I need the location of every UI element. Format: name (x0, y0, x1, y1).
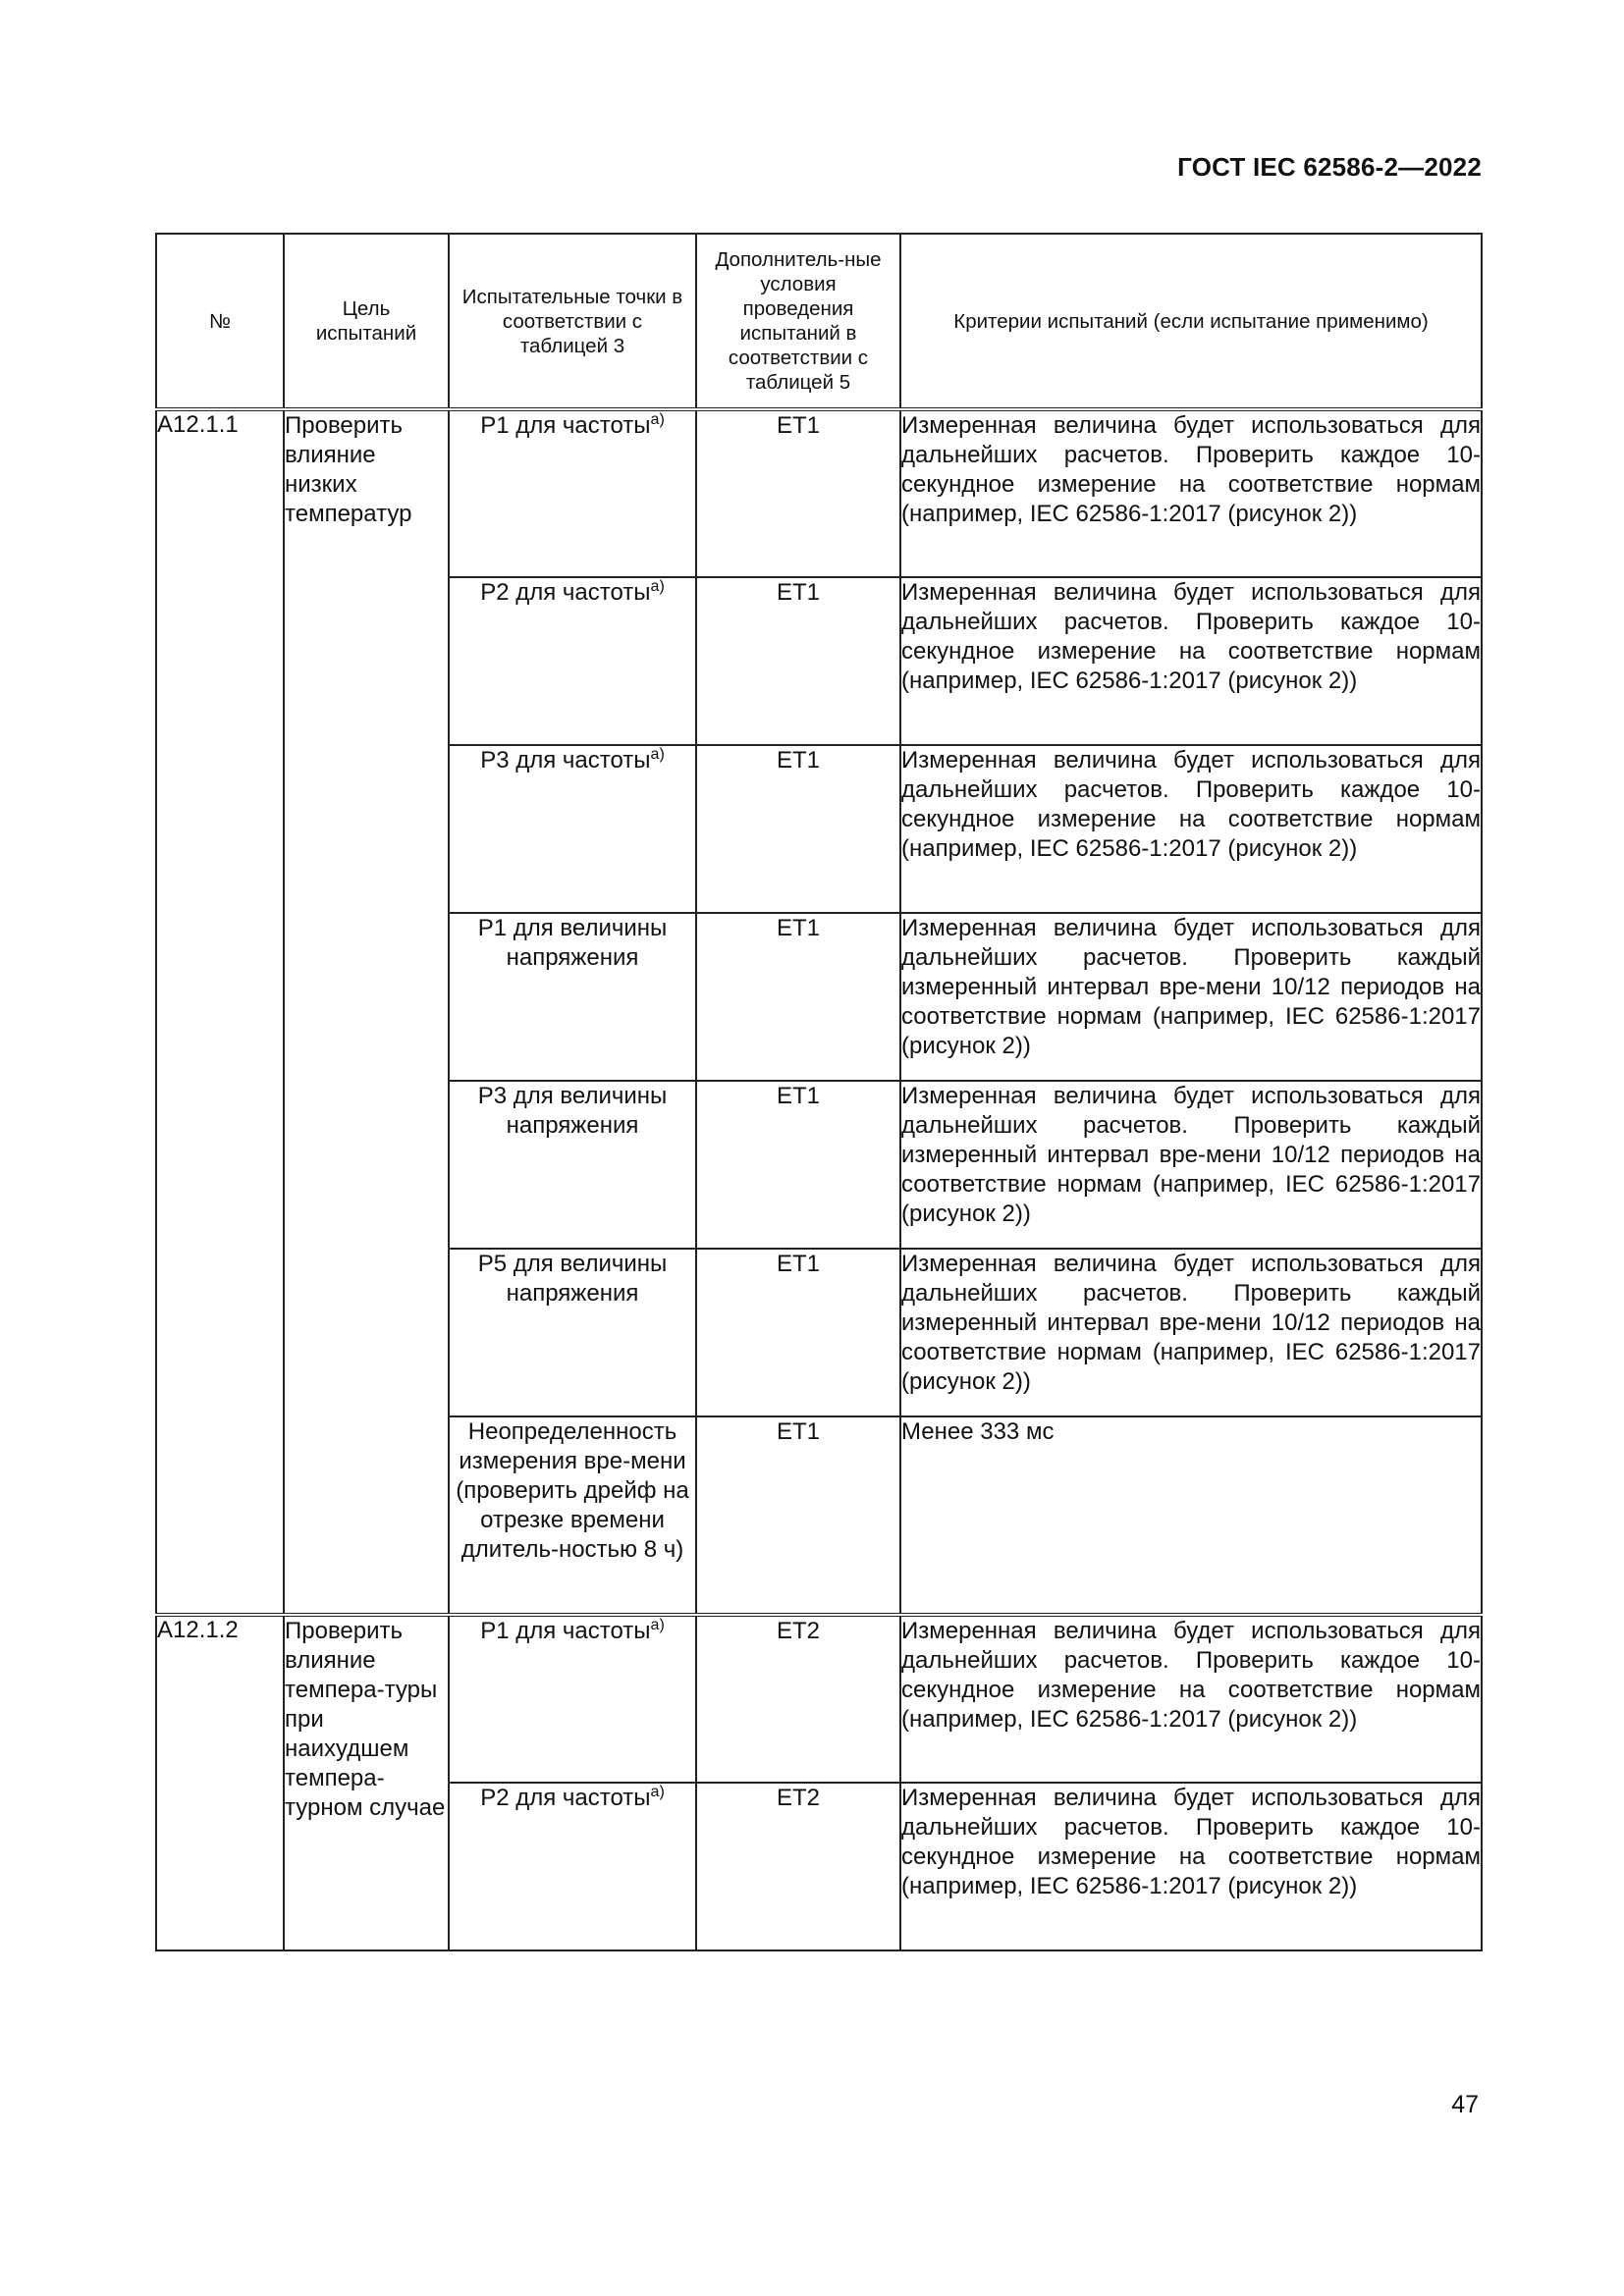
test-criteria: Измеренная величина будет использоваться для дальнейших расчетов. Проверить каждое 10-секундное измерение на соответствие нормам (например, IEC 62586-1:2017 (рисунок 2)) (900, 745, 1482, 913)
test-condition: ET1 (696, 913, 900, 1081)
table-row (156, 409, 1482, 577)
test-number: A12.1.2 (156, 1615, 284, 1950)
test-number: A12.1.1 (156, 409, 284, 1615)
footnote-marker: a) (650, 411, 665, 428)
test-point: P2 для частоты$^{a)}$ (449, 1783, 696, 1950)
test-condition: ET1 (696, 745, 900, 913)
col-header-conditions: Дополнитель-ные условия проведения испытаний в соответствии с таблицей 5 (696, 234, 900, 409)
footnote-marker: a) (650, 1784, 665, 1800)
document-header: ГОСТ IEC 62586-2—2022 (1177, 152, 1482, 182)
test-criteria: Измеренная величина будет использоваться для дальнейших расчетов. Проверить каждый измеренный интервал вре-мени 10/12 периодов на соответствие нормам (например, IEC 62586-1:2017 (рисунок 2)) (900, 913, 1482, 1081)
test-condition: ET1 (696, 1249, 900, 1416)
col-header-goal: Цель испытаний (284, 234, 449, 409)
test-point: P3 для частоты$^{a)}$ (449, 745, 696, 913)
footnote-marker: a) (650, 1617, 665, 1633)
test-criteria: Измеренная величина будет использоваться для дальнейших расчетов. Проверить каждое 10-секундное измерение на соответствие нормам (например, IEC 62586-1:2017 (рисунок 2)) (900, 409, 1482, 577)
test-point: P1 для частоты$^{a)}$ (449, 409, 696, 577)
page-number: 47 (1451, 2091, 1479, 2118)
test-condition: ET1 (696, 577, 900, 745)
test-criteria: Измеренная величина будет использоваться для дальнейших расчетов. Проверить каждый измеренный интервал вре-мени 10/12 периодов на соответствие нормам (например, IEC 62586-1:2017 (рисунок 2)) (900, 1249, 1482, 1416)
footnote-marker: a) (650, 746, 665, 763)
col-header-test-points: Испытательные точки в соответствии с таблицей 3 (449, 234, 696, 409)
test-criteria: Менее 333 мс (900, 1416, 1482, 1615)
table-row (156, 1615, 1482, 1783)
test-point: P1 для частоты$^{a)}$ (449, 1615, 696, 1783)
test-point: P2 для частоты$^{a)}$ (449, 577, 696, 745)
test-condition: ET1 (696, 1416, 900, 1615)
test-point: P1 для величины напряжения (449, 913, 696, 1081)
test-point: P5 для величины напряжения (449, 1249, 696, 1416)
test-point: P3 для величины напряжения (449, 1081, 696, 1249)
test-goal: Проверить влияние низких температур (284, 409, 449, 1615)
test-criteria: Измеренная величина будет использоваться для дальнейших расчетов. Проверить каждый измеренный интервал вре-мени 10/12 периодов на соответствие нормам (например, IEC 62586-1:2017 (рисунок 2)) (900, 1081, 1482, 1249)
footnote-marker: a) (650, 578, 665, 595)
test-goal: Проверить влияние темпера-туры при наихудшем темпера-турном случае (284, 1615, 449, 1950)
test-criteria: Измеренная величина будет использоваться для дальнейших расчетов. Проверить каждое 10-секундное измерение на соответствие нормам (например, IEC 62586-1:2017 (рисунок 2)) (900, 577, 1482, 745)
test-condition: ET1 (696, 409, 900, 577)
test-condition: ET1 (696, 1081, 900, 1249)
test-point: Неопределенность измерения вре-мени (проверить дрейф на отрезке времени длитель-ностью 8 ч) (449, 1416, 696, 1615)
table-header-row (156, 234, 1482, 409)
test-condition: ET2 (696, 1615, 900, 1783)
test-condition: ET2 (696, 1783, 900, 1950)
test-criteria: Измеренная величина будет использоваться для дальнейших расчетов. Проверить каждое 10-секундное измерение на соответствие нормам (например, IEC 62586-1:2017 (рисунок 2)) (900, 1783, 1482, 1950)
col-header-criteria: Критерии испытаний (если испытание применимо) (900, 234, 1482, 409)
test-table (155, 233, 1483, 1951)
test-criteria: Измеренная величина будет использоваться для дальнейших расчетов. Проверить каждое 10-секундное измерение на соответствие нормам (например, IEC 62586-1:2017 (рисунок 2)) (900, 1615, 1482, 1783)
col-header-number: № (156, 234, 284, 409)
